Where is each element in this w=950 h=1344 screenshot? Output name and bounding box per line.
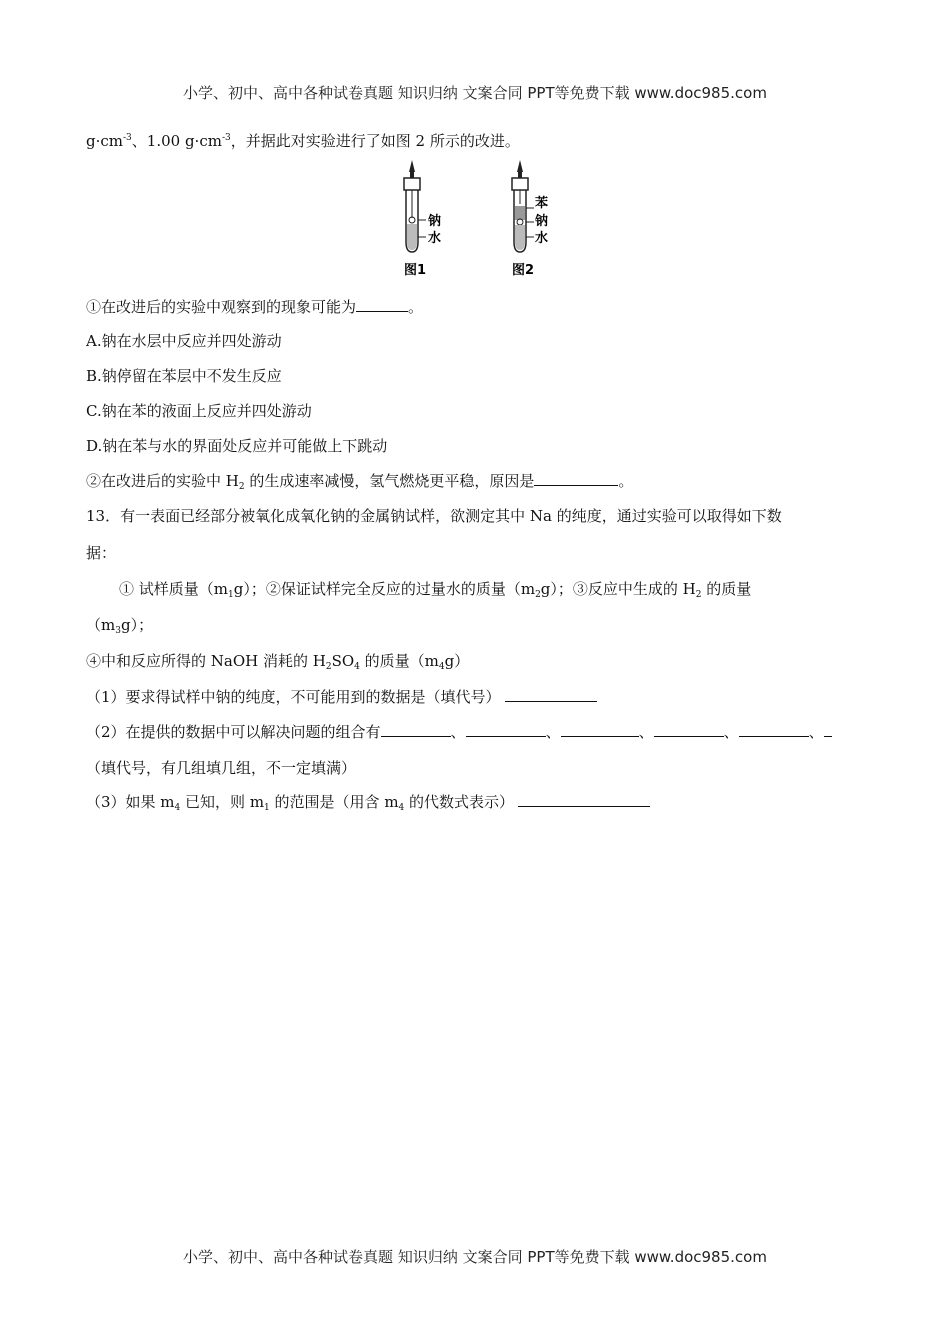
q12-option-b: B.钠停留在苯层中不发生反应 xyxy=(86,367,282,385)
q12-option-a: A.钠在水层中反应并四处游动 xyxy=(86,332,282,350)
sup: -3 xyxy=(123,133,132,143)
text: 的代数式表示） xyxy=(404,793,515,811)
separator: 、 xyxy=(808,723,824,741)
answer-blank[interactable] xyxy=(356,297,408,312)
fig2-label-water: 水 xyxy=(535,231,549,246)
answer-blank[interactable] xyxy=(654,722,724,737)
answer-blank[interactable] xyxy=(534,471,618,486)
text: （3）如果 m xyxy=(86,793,175,811)
text: （1）要求得试样中钠的纯度，不可能用到的数据是（填代号） xyxy=(86,688,501,706)
q13-data-line2 xyxy=(86,615,153,641)
fig2-caption: 图2 xyxy=(512,263,535,278)
text: ，并据此对实验进行了如图 2 所示的改进。 xyxy=(230,132,520,150)
page-footer: 小学、初中、高中各种试卷真题 知识归纳 文案合同 PPT等免费下载 www.doc985.com xyxy=(183,1248,767,1266)
sub: 3 xyxy=(115,626,121,636)
answer-blank[interactable] xyxy=(824,722,832,737)
sub: 1 xyxy=(264,803,270,813)
text: （2）在提供的数据中可以解决问题的组合有 xyxy=(86,723,381,741)
answer-blank[interactable] xyxy=(739,722,809,737)
sub: 1 xyxy=(228,590,234,600)
fig1-caption: 图1 xyxy=(404,263,427,278)
fig2-label-benzene: 苯 xyxy=(535,196,549,211)
text: （m xyxy=(86,616,116,634)
q13-stem-line1: 13．有一表面已经部分被氧化成氧化钠的金属钠试样，欲测定其中 Na 的纯度，通过实验可以取得如下数 xyxy=(86,507,782,525)
text: 已知，则 m xyxy=(180,793,265,811)
sub: 2 xyxy=(325,662,332,672)
text: ②在改进后的实验中 H xyxy=(86,472,239,490)
answer-blank[interactable] xyxy=(561,722,639,737)
text: 的生成速率减慢，氢气燃烧更平稳，原因是 xyxy=(244,472,535,490)
q13-data-line1 xyxy=(119,579,751,605)
q13-sub1 xyxy=(86,687,597,707)
text: SO xyxy=(331,652,355,670)
figure2-tube xyxy=(512,160,534,252)
separator: 、 xyxy=(450,723,466,741)
text: g）；②保证试样完全反应的过量水的质量（m xyxy=(233,580,536,598)
q13-data-line3 xyxy=(86,651,469,677)
sub: 4 xyxy=(354,662,360,672)
q12-option-c: C.钠在苯的液面上反应并四处游动 xyxy=(86,402,312,420)
text: 。 xyxy=(408,298,424,316)
text: g·cm xyxy=(86,132,123,150)
answer-blank[interactable] xyxy=(518,792,650,807)
page-header: 小学、初中、高中各种试卷真题 知识归纳 文案合同 PPT等免费下载 www.doc985.com xyxy=(183,84,767,102)
answer-blank[interactable] xyxy=(381,722,451,737)
sub: 4 xyxy=(438,662,445,672)
separator: 、 xyxy=(545,723,561,741)
sub: 2 xyxy=(535,590,541,600)
test-tube-diagram xyxy=(388,158,568,282)
text: ①在改进后的实验中观察到的现象可能为 xyxy=(86,298,357,316)
sub: 2 xyxy=(238,482,245,492)
fig1-label-sodium: 钠 xyxy=(428,214,442,229)
separator: 、 xyxy=(723,723,739,741)
text: ④中和反应所得的 NaOH 消耗的 H xyxy=(86,652,326,670)
text: 的质量（m xyxy=(359,652,439,670)
text: 。 xyxy=(618,472,634,490)
answer-blank[interactable] xyxy=(505,687,597,702)
q13-sub2 xyxy=(86,722,832,742)
text: g）；③反应中生成的 H xyxy=(540,580,696,598)
q13-sub3 xyxy=(86,792,650,818)
q12-part2 xyxy=(86,471,633,497)
fig1-label-water: 水 xyxy=(428,231,442,246)
text: g）； xyxy=(120,616,154,634)
fig2-label-sodium: 钠 xyxy=(535,214,549,229)
figure1-tube xyxy=(404,160,426,252)
test-tube-figure xyxy=(388,158,568,282)
q13-stem-line2: 据： xyxy=(86,544,117,562)
sub: 4 xyxy=(398,803,405,813)
text: g） xyxy=(444,652,470,670)
separator: 、 xyxy=(638,723,654,741)
q12-part1 xyxy=(86,297,423,317)
answer-blank[interactable] xyxy=(466,722,546,737)
text: ① 试样质量（m xyxy=(119,580,228,598)
q13-sub2-note: （填代号，有几组填几组，不一定填满） xyxy=(86,759,357,777)
intro-line xyxy=(86,128,520,151)
text: 的质量 xyxy=(701,580,752,598)
text: 的范围是（用含 m xyxy=(269,793,399,811)
sup: -3 xyxy=(221,133,231,143)
sub: 2 xyxy=(695,590,702,600)
sub: 4 xyxy=(174,803,181,813)
q12-option-d: D.钠在苯与水的界面处反应并可能做上下跳动 xyxy=(86,437,388,455)
text: 、1.00 g·cm xyxy=(131,132,222,150)
